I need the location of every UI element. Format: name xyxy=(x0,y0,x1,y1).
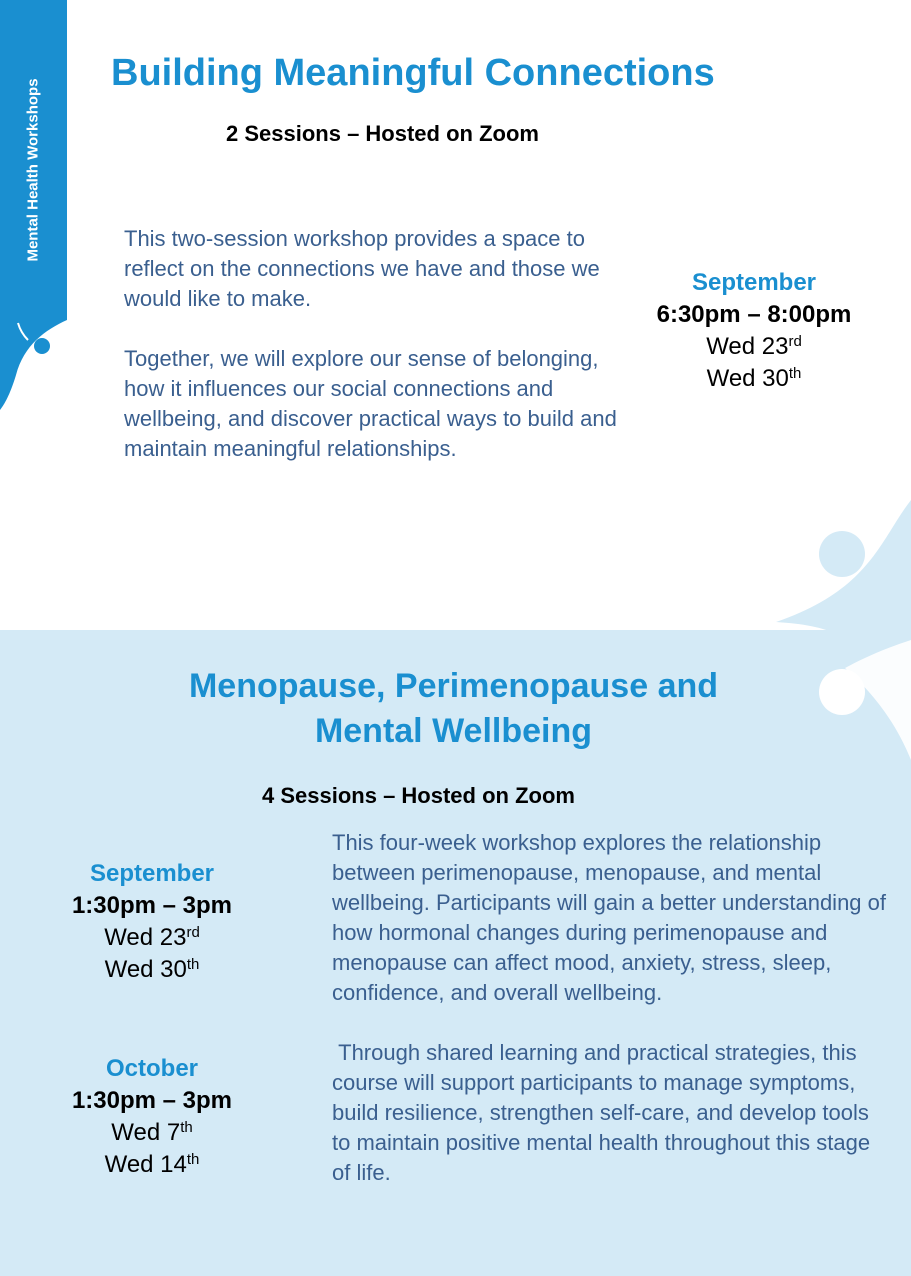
schedule-date xyxy=(22,1117,282,1149)
workshop2-title-line: Mental Wellbeing xyxy=(314,712,593,750)
workshop1-paragraph: This two-session workshop provides a space to reflect on the connections we have and those we would like to make. xyxy=(124,226,600,311)
date-suffix: th xyxy=(186,1151,200,1168)
date-suffix: th xyxy=(180,1119,193,1136)
sidebar-tab xyxy=(0,0,67,320)
sidebar-label: Mental Health Workshops xyxy=(24,78,42,262)
schedule-month: September xyxy=(691,269,817,296)
date-suffix: th xyxy=(788,365,802,382)
workshop2-schedule-october xyxy=(22,1053,282,1181)
schedule-month: September xyxy=(89,860,215,887)
schedule-month: October xyxy=(105,1055,198,1082)
date-day: Wed 30 xyxy=(706,365,789,392)
date-suffix: rd xyxy=(186,924,200,941)
date-day: Wed 23 xyxy=(706,333,789,360)
workshop1-subtitle: 2 Sessions – Hosted on Zoom xyxy=(226,121,539,146)
schedule-date xyxy=(624,331,884,363)
workshop2-schedule-september xyxy=(22,858,282,986)
schedule-time: 1:30pm – 3pm xyxy=(71,892,233,919)
right-figure-head-upper xyxy=(819,531,865,577)
workshop2-description xyxy=(332,828,892,1188)
workshop1-title: Building Meaningful Connections xyxy=(111,52,715,94)
schedule-date xyxy=(22,954,282,986)
schedule-date xyxy=(22,922,282,954)
workshop1-paragraph: Together, we will explore our sense of belonging, how it influences our social connections and wellbeing, and discover practical ways to build and maintain meaningful relationships. xyxy=(124,346,617,461)
date-day: Wed 7 xyxy=(111,1119,181,1146)
workshop2-paragraph: Through shared learning and practical strategies, this course will support participants to manage symptoms, build resilience, strengthen self-care, and develop tools to maintain positive mental health throughout this stage of life. xyxy=(332,1040,877,1185)
date-day: Wed 30 xyxy=(104,956,187,983)
workshop2-title-line: Menopause, Perimenopause and xyxy=(188,667,719,705)
date-suffix: th xyxy=(186,956,200,973)
workshop1-schedule xyxy=(624,267,884,395)
date-day: Wed 14 xyxy=(104,1151,187,1178)
schedule-time: 6:30pm – 8:00pm xyxy=(656,301,852,328)
schedule-date xyxy=(624,363,884,395)
workshop2-paragraph: This four-week workshop explores the relationship between perimenopause, menopause, and mental wellbeing. Participants will gain a better understanding of how hormonal changes during perimenopause and menopause can affect mood, anxiety, stress, sleep, confidence, and overall wellbeing. xyxy=(332,830,886,1005)
workshop2-title xyxy=(0,664,911,754)
workshop2-subtitle: 4 Sessions – Hosted on Zoom xyxy=(262,783,575,808)
date-day: Wed 23 xyxy=(104,924,187,951)
sidebar-dot xyxy=(34,338,50,354)
date-suffix: rd xyxy=(788,333,802,350)
schedule-time: 1:30pm – 3pm xyxy=(71,1087,233,1114)
schedule-date xyxy=(22,1149,282,1181)
sidebar-swoosh xyxy=(0,320,67,410)
workshop1-description xyxy=(124,224,629,464)
